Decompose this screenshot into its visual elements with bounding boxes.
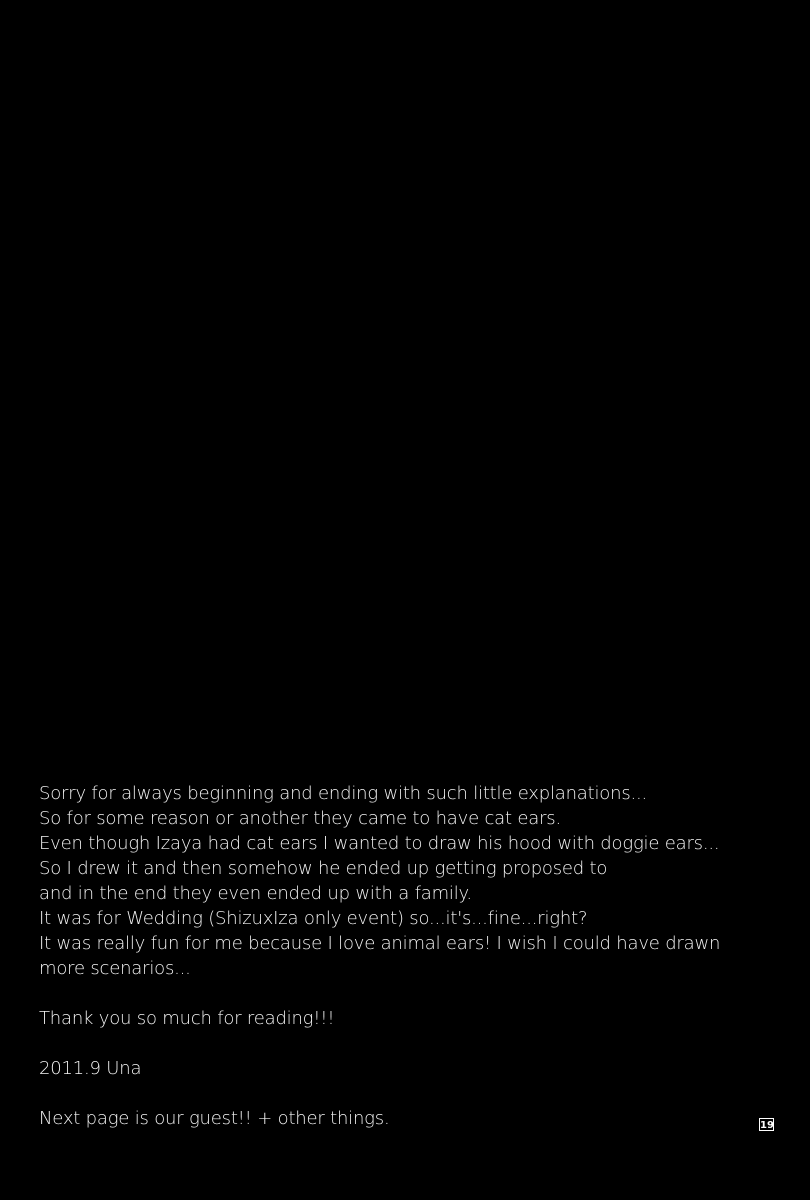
notes-line: So I drew it and then somehow he ended up getting proposed to (39, 858, 608, 879)
notes-line: Sorry for always beginning and ending with such little explanations... (39, 783, 648, 804)
notes-line: It was for Wedding (ShizuxIza only event) so...it's...fine...right? (39, 908, 588, 929)
paragraph-gap (39, 981, 779, 1006)
notes-line: more scenarios... (39, 958, 191, 979)
signature-line: 2011.9 Una (39, 1058, 142, 1079)
notes-line: So for some reason or another they came to have cat ears. (39, 808, 561, 829)
notes-line: It was really fun for me because I love animal ears! I wish I could have drawn (39, 933, 721, 954)
paragraph-gap (39, 1081, 779, 1106)
notes-line: and in the end they even ended up with a family. (39, 883, 472, 904)
next-page-line: Next page is our guest!! + other things. (39, 1108, 390, 1129)
thanks-line: Thank you so much for reading!!! (39, 1008, 335, 1029)
notes-line: Even though Izaya had cat ears I wanted to draw his hood with doggie ears... (39, 833, 720, 854)
paragraph-gap (39, 1031, 779, 1056)
page-number: 19 (760, 1120, 774, 1131)
author-notes (39, 781, 779, 1131)
